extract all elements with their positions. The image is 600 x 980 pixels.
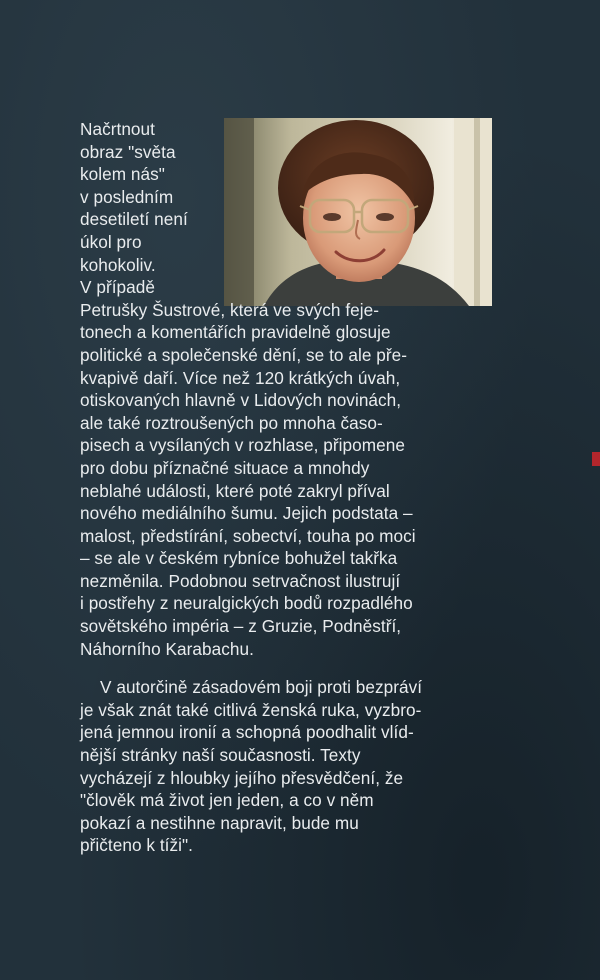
text-line: úkol pro (80, 231, 142, 252)
text-line: Petrušky Šustrové, která ve svých feje- (80, 299, 380, 320)
text-line: pisech a vysílaných v rozhlase, připomene (80, 435, 405, 456)
text-line: sovětského impéria – z Gruzie, Podněstří, (80, 616, 402, 637)
text-line: nového mediálního šumu. Jejich podstata – (80, 503, 413, 524)
text-line: pro dobu příznačné situace a mnohdy (80, 457, 370, 478)
text-line: kolem nás" (80, 164, 165, 185)
text-line: V autorčině zásadovém boji proti bezpráví (100, 677, 423, 698)
text-line: kohokoliv. (80, 254, 156, 275)
paragraph-gap (80, 660, 500, 676)
text-line: otiskovaných hlavně v Lidových novinách, (80, 390, 402, 411)
text-line: pokazí a nestihne napravit, bude mu (80, 812, 359, 833)
blurb-paragraph-2 (80, 676, 500, 857)
text-line: přičteno k tíži". (80, 835, 193, 856)
text-line: – se ale v českém rybníce bohužel takřka (80, 548, 398, 569)
text-line: tonech a komentářích pravidelně glosuje (80, 322, 391, 343)
spine-color-mark (592, 452, 600, 466)
text-line: kvapivě daří. Více než 120 krátkých úvah, (80, 367, 401, 388)
blurb-text (80, 118, 500, 857)
text-line: i postřehy z neuralgických bodů rozpadlého (80, 593, 413, 614)
text-line: desetiletí není (80, 209, 188, 230)
text-line: obraz "světa (80, 141, 176, 162)
text-line: politické a společenské dění, se to ale pře- (80, 344, 408, 365)
text-line: ale také roztroušených po mnoha časo- (80, 412, 383, 433)
text-line: v posledním (80, 186, 174, 207)
text-line: V případě (80, 277, 155, 298)
text-line: nezměnila. Podobnou setrvačnost ilustrují (80, 570, 401, 591)
text-line: malost, předstírání, sobectví, touha po moci (80, 525, 416, 546)
text-line: nější stránky naší současnosti. Texty (80, 745, 361, 766)
text-line: jená jemnou ironií a schopná poodhalit vlíd- (80, 722, 414, 743)
text-line: "člověk má život jen jeden, a co v něm (80, 790, 374, 811)
text-line: vycházejí z hloubky jejího přesvědčení, že (80, 767, 404, 788)
text-line: Načrtnout (80, 119, 155, 139)
text-line: neblahé události, které poté zakryl příval (80, 480, 390, 501)
text-line: je však znát také citlivá ženská ruka, vyzbro- (80, 699, 422, 720)
text-line: Náhorního Karabachu. (80, 638, 254, 659)
blurb-paragraph-1 (80, 118, 500, 660)
